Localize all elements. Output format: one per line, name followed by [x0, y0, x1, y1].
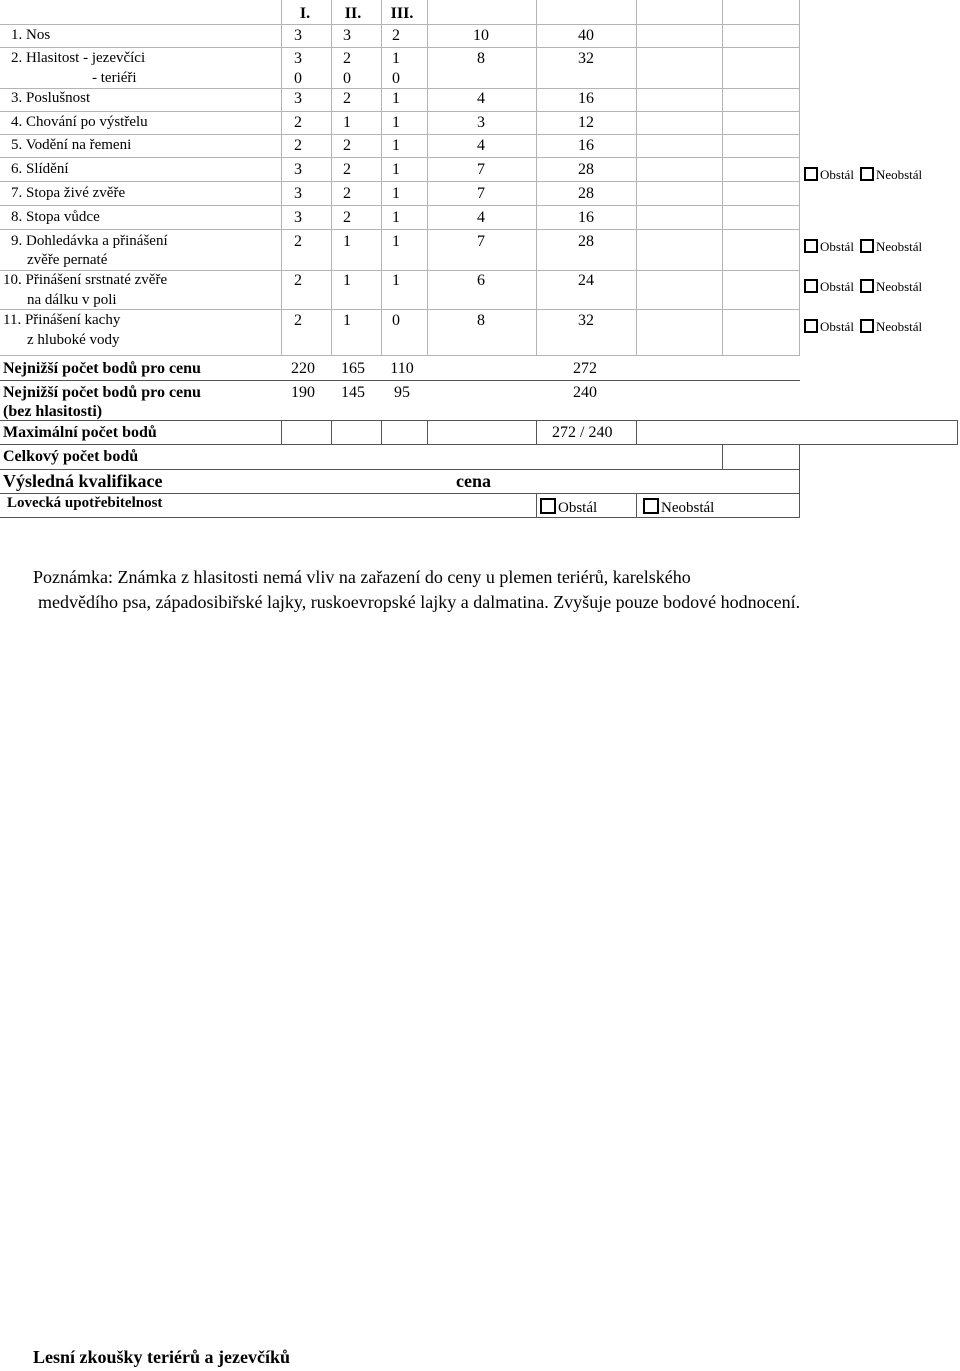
pass-checkbox[interactable]	[804, 319, 818, 333]
max-points: 24	[578, 272, 594, 289]
score-2-terrier: 0	[343, 70, 351, 87]
score-1: 3	[294, 90, 302, 107]
pass-label: Obstál	[820, 319, 854, 334]
fail-label: Neobstál	[875, 167, 923, 182]
coefficient: 7	[477, 161, 485, 178]
fail-checkbox[interactable]	[860, 239, 874, 253]
summary-label: Celkový počet bodů	[3, 448, 139, 465]
row-label-continued: - teriéři	[92, 70, 137, 86]
score-3: 2	[392, 27, 400, 44]
score-2: 2	[343, 50, 351, 67]
summary-label: Lovecká upotřebitelnost	[7, 495, 163, 511]
fail-checkbox[interactable]	[860, 279, 874, 293]
min2-value-1: 190	[291, 384, 315, 401]
note-line-1: Poznámka: Známka z hlasitosti nemá vliv na zařazení do ceny u plemen teriérů, karelského	[33, 567, 691, 587]
score-2: 1	[343, 312, 351, 329]
coefficient: 4	[477, 137, 485, 154]
score-1-terrier: 0	[294, 70, 302, 87]
max-points-value: 272 / 240	[552, 424, 613, 441]
score-2: 2	[343, 209, 351, 226]
score-3: 0	[392, 312, 400, 329]
score-3-terrier: 0	[392, 70, 400, 87]
max-points: 40	[578, 27, 594, 44]
score-3: 1	[392, 185, 400, 202]
min2-value-max: 240	[573, 384, 597, 401]
fail-label: Neobstál	[875, 279, 923, 294]
score-3: 1	[392, 50, 400, 67]
fail-label: Neobstál	[875, 239, 923, 254]
score-1: 2	[294, 312, 302, 329]
row-label: 3. Poslušnost	[11, 90, 91, 106]
col-header-2: II.	[344, 5, 362, 22]
summary-label-continued: (bez hlasitosti)	[3, 403, 103, 420]
max-points: 12	[578, 114, 594, 131]
row-label: 6. Slídění	[11, 161, 69, 177]
score-1: 2	[294, 233, 302, 250]
coefficient: 3	[477, 114, 485, 131]
score-1: 3	[294, 27, 302, 44]
score-1: 2	[294, 137, 302, 154]
row-label-continued: na dálku v poli	[27, 292, 117, 308]
row-label: 5. Vodění na řemeni	[11, 137, 132, 153]
row-label: 9. Dohledávka a přinášení	[11, 233, 168, 249]
min2-value-3: 95	[394, 384, 410, 401]
score-1: 2	[294, 272, 302, 289]
pass-checkbox[interactable]	[804, 239, 818, 253]
col-header-3: III.	[390, 5, 414, 22]
prize-label: cena	[456, 471, 491, 491]
max-points: 16	[578, 137, 594, 154]
row-label-continued: zvěře pernaté	[27, 252, 108, 268]
fail-label: Neobstál	[661, 500, 715, 516]
max-points: 28	[578, 161, 594, 178]
score-2: 2	[343, 137, 351, 154]
score-3: 1	[392, 209, 400, 226]
summary-label: Nejnižší počet bodů pro cenu	[3, 360, 201, 377]
max-points: 16	[578, 209, 594, 226]
score-1: 2	[294, 114, 302, 131]
max-points: 32	[578, 312, 594, 329]
coefficient: 6	[477, 272, 485, 289]
score-3: 1	[392, 137, 400, 154]
score-3: 1	[392, 233, 400, 250]
score-2: 3	[343, 27, 351, 44]
pass-fail-choice-trail	[804, 167, 922, 183]
fail-checkbox[interactable]	[860, 167, 874, 181]
fail-choice	[643, 498, 714, 517]
score-3: 1	[392, 161, 400, 178]
summary-label: Maximální počet bodů	[3, 424, 157, 441]
max-points: 16	[578, 90, 594, 107]
score-1: 3	[294, 209, 302, 226]
pass-checkbox[interactable]	[540, 498, 556, 514]
max-points: 28	[578, 233, 594, 250]
pass-checkbox[interactable]	[804, 167, 818, 181]
row-label: 8. Stopa vůdce	[11, 209, 100, 225]
min-value-2: 165	[341, 360, 365, 377]
note-line-2: medvědího psa, západosibiřské lajky, ruskoevropské lajky a dalmatina. Zvyšuje pouze bodové hodnocení.	[38, 592, 801, 612]
row-label: 2. Hlasitost - jezevčíci	[11, 50, 146, 66]
coefficient: 10	[473, 27, 489, 44]
pass-fail-choice-retrieve-furred	[804, 279, 922, 295]
score-2: 2	[343, 90, 351, 107]
min-value-1: 220	[291, 360, 315, 377]
row-label: 11. Přinášení kachy	[3, 312, 121, 328]
pass-checkbox[interactable]	[804, 279, 818, 293]
pass-label: Obstál	[558, 500, 598, 516]
coefficient: 4	[477, 209, 485, 226]
summary-label: Nejnižší počet bodů pro cenu	[3, 384, 201, 401]
score-3: 1	[392, 272, 400, 289]
score-2: 1	[343, 114, 351, 131]
pass-label: Obstál	[820, 279, 854, 294]
min-value-max: 272	[573, 360, 597, 377]
max-points: 32	[578, 50, 594, 67]
fail-checkbox[interactable]	[860, 319, 874, 333]
fail-checkbox[interactable]	[643, 498, 659, 514]
score-1: 3	[294, 185, 302, 202]
pass-label: Obstál	[820, 167, 854, 182]
row-label-continued: z hluboké vody	[27, 332, 120, 348]
row-label: 4. Chování po výstřelu	[11, 114, 148, 130]
col-header-1: I.	[299, 5, 311, 22]
min2-value-2: 145	[341, 384, 365, 401]
fail-label: Neobstál	[875, 319, 923, 334]
coefficient: 7	[477, 233, 485, 250]
max-points: 28	[578, 185, 594, 202]
coefficient: 8	[477, 312, 485, 329]
pass-fail-choice-retrieve-duck	[804, 319, 922, 335]
row-label: 1. Nos	[11, 27, 51, 43]
coefficient: 8	[477, 50, 485, 67]
score-2: 1	[343, 233, 351, 250]
score-1: 3	[294, 50, 302, 67]
pass-label: Obstál	[820, 239, 854, 254]
score-2: 2	[343, 161, 351, 178]
coefficient: 4	[477, 90, 485, 107]
footer-title: Lesní zkoušky teriérů a jezevčíků	[33, 1347, 290, 1367]
pass-choice	[540, 498, 597, 517]
score-1: 3	[294, 161, 302, 178]
min-value-3: 110	[390, 360, 414, 377]
score-2: 2	[343, 185, 351, 202]
pass-fail-choice-retrieve-feathered	[804, 239, 922, 255]
score-3: 1	[392, 90, 400, 107]
coefficient: 7	[477, 185, 485, 202]
row-label: 10. Přinášení srstnaté zvěře	[3, 272, 168, 288]
score-3: 1	[392, 114, 400, 131]
row-label: 7. Stopa živé zvěře	[11, 185, 126, 201]
summary-label: Výsledná kvalifikace	[3, 471, 163, 491]
score-2: 1	[343, 272, 351, 289]
